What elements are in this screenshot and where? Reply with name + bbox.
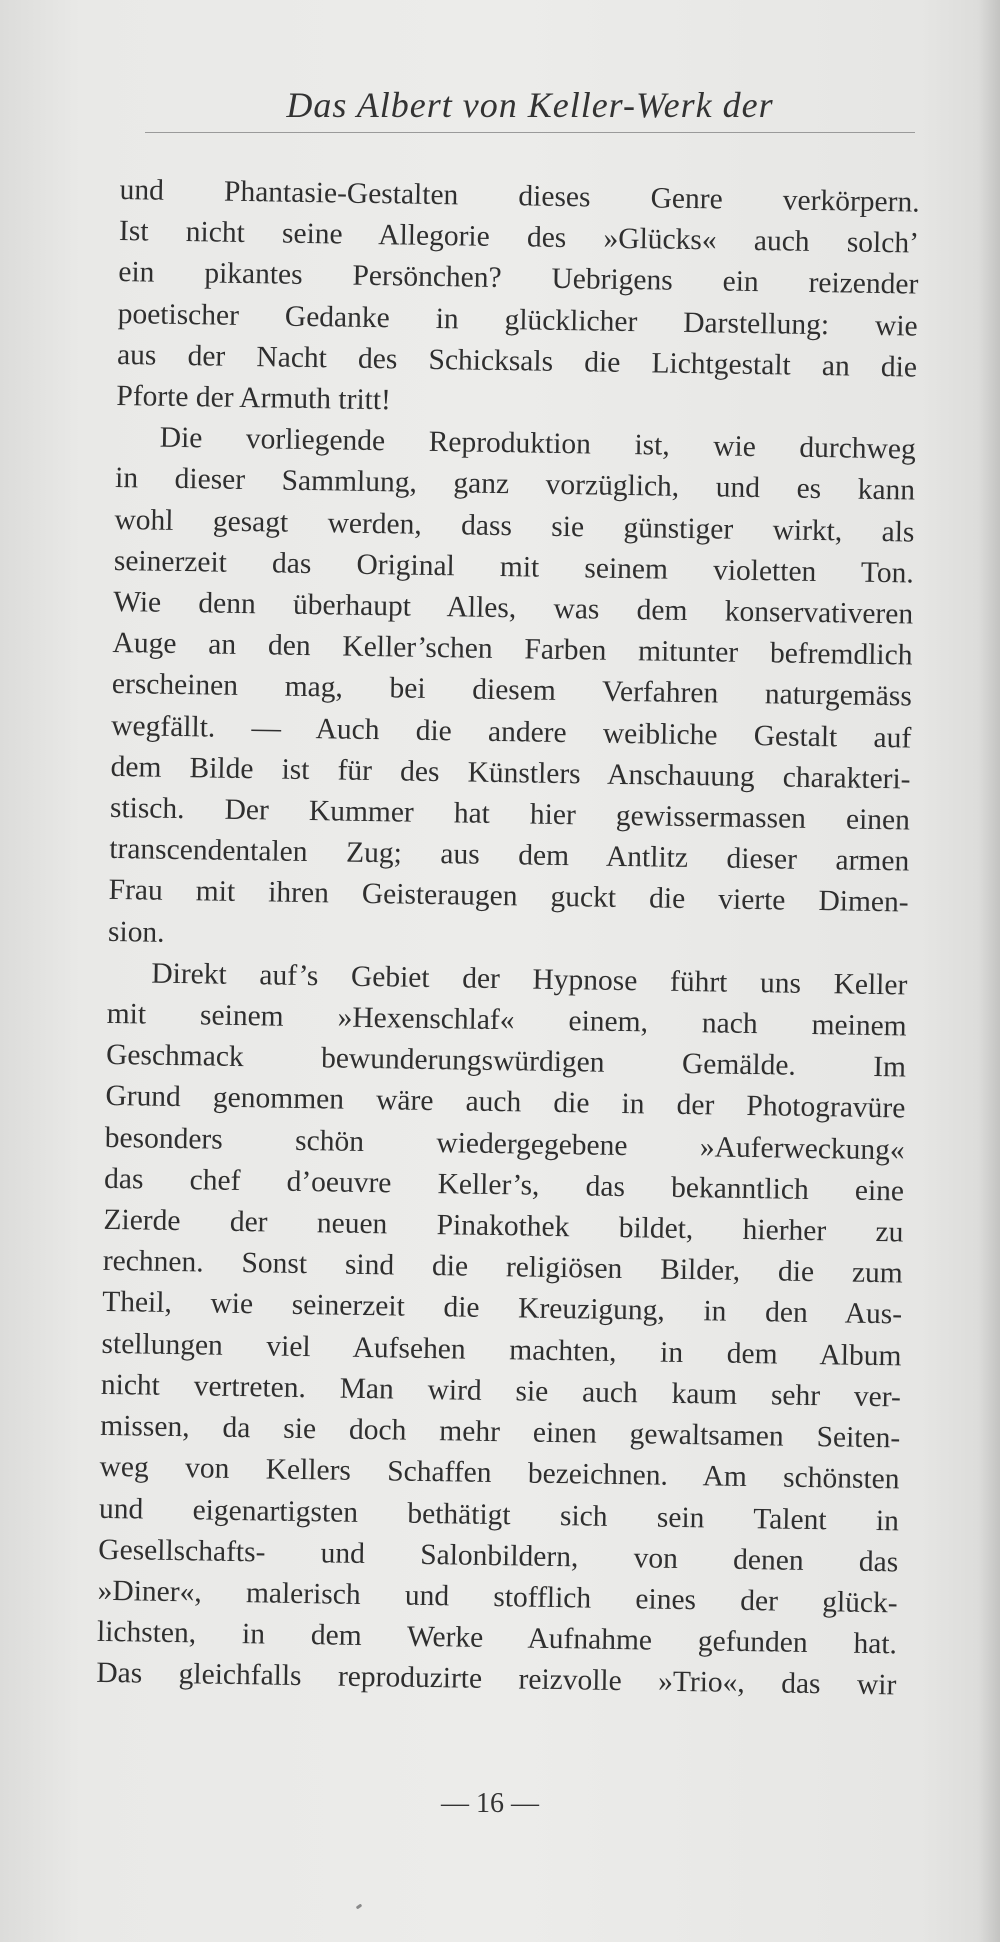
text-line: lichsten, in dem Werke Aufnahme gefunden hat. (96, 1615, 898, 1661)
text-line: nicht vertreten. Man wird sie auch kaum sehr ver- (100, 1368, 902, 1414)
paragraph-1 (116, 170, 920, 430)
text-line: aus der Nacht des Schicksals die Lichtgestalt an die (116, 338, 918, 384)
paragraph-3 (96, 953, 908, 1707)
text-line: Die vorliegende Reproduktion ist, wie durchweg (159, 421, 916, 466)
text-line: missen, da sie doch mehr einen gewaltsamen Seiten- (100, 1409, 901, 1455)
body-text (96, 170, 920, 1707)
text-line: Grund genommen wäre auch die in der Photogravüre (105, 1080, 906, 1125)
header-rule (145, 132, 915, 133)
running-head: Das Albert von Keller-Werk der (286, 85, 774, 125)
text-line: rechnen. Sonst sind die religiösen Bilder, die zum (102, 1245, 904, 1290)
text-line: weg von Kellers Schaffen bezeichnen. Am schönsten (99, 1451, 900, 1496)
text-line: und Phantasie-Gestalten dieses Genre verkörpern. (119, 173, 920, 219)
text-line: seinerzeit das Original mit seinem violetten Ton. (113, 544, 915, 590)
text-line: mit seinem »Hexenschlaf« einem, nach meinem (106, 997, 907, 1043)
paper-speck (356, 1904, 363, 1910)
text-line: Auge an den Keller’schen Farben mitunter befremdlich (112, 627, 913, 672)
text-line: und eigenartigsten bethätigt sich sein Talent in (98, 1492, 900, 1537)
text-line: poetischer Gedanke in glücklicher Darstellung: wie (117, 297, 918, 343)
text-line: Das gleichfalls reproduzirte reizvolle »Trio«, das wir (96, 1657, 897, 1702)
paragraph-2 (108, 417, 916, 965)
text-line: Frau mit ihren Geisteraugen guckt die vierte Dimen- (108, 874, 909, 919)
text-line: dem Bilde ist für des Künstlers Anschauung charakteri- (110, 750, 911, 796)
text-line: erscheinen mag, bei diesem Verfahren naturgemäss (111, 668, 913, 713)
text-line: stellungen viel Aufsehen machten, in dem Album (101, 1327, 902, 1373)
text-line: das chef d’oeuvre Keller’s, das bekanntlich eine (103, 1162, 905, 1208)
text-line: besonders schön wiedergegebene »Auferweckung« (104, 1121, 905, 1167)
text-line: Ist nicht seine Allegorie des »Glücks« auch solch’ (118, 215, 920, 260)
text-line: Zierde der neuen Pinakothek bildet, hierher zu (103, 1203, 904, 1249)
text-line: »Diner«, malerisch und stofflich eines der glück- (97, 1574, 898, 1620)
text-line: Pforte der Armuth tritt! (116, 379, 392, 417)
text-line: ein pikantes Persönchen? Uebrigens ein reizender (118, 256, 919, 301)
page-number: — 16 — (441, 1788, 539, 1819)
text-line: Gesellschafts- und Salonbildern, von denen das (98, 1533, 899, 1579)
text-line: stisch. Der Kummer hat hier gewissermassen einen (109, 791, 911, 837)
page-edge-shadow (978, 0, 1000, 1942)
text-line: Wie denn überhaupt Alles, was dem konservativeren (112, 585, 914, 631)
text-line: sion. (107, 915, 165, 949)
text-line: wohl gesagt werden, dass sie günstiger wirkt, als (114, 503, 915, 549)
text-line: wegfällt. — Auch die andere weibliche Gestalt auf (111, 709, 912, 755)
text-line: transcendentalen Zug; aus dem Antlitz dieser armen (109, 833, 910, 878)
text-line: Theil, wie seinerzeit die Kreuzigung, in den Aus- (101, 1286, 903, 1331)
text-line: in dieser Sammlung, ganz vorzüglich, und es kann (114, 462, 916, 507)
text-line: Geschmack bewunderungswürdigen Gemälde. Im (105, 1039, 907, 1084)
text-line: Direkt auf’s Gebiet der Hypnose führt uns Keller (151, 957, 908, 1002)
